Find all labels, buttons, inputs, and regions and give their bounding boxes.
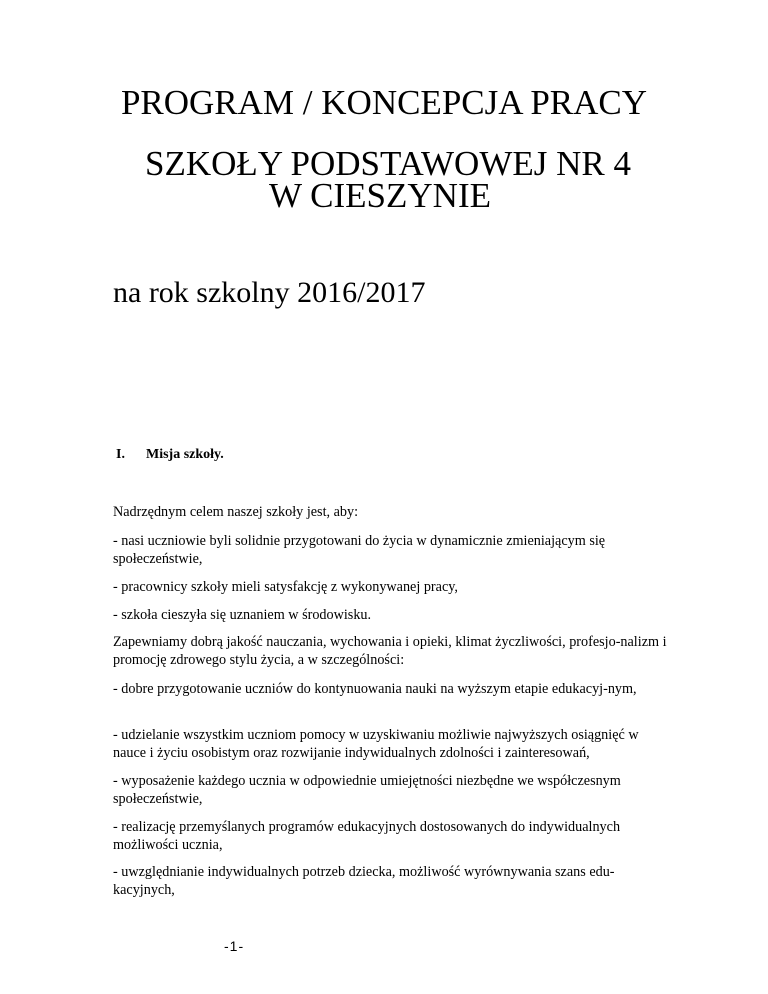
list-item-staff-satisfaction: - pracownicy szkoły mieli satysfakcję z wykonywanej pracy,	[113, 579, 458, 595]
list-item-education-preparation: - dobre przygotowanie uczniów do kontynuowania nauki na wyższym etapie edukacyj-nym,	[113, 681, 637, 697]
list-item-prepared-students: - nasi uczniowie byli solidnie przygotowani do życia w dynamicznie zmieniającym się społeczeństwie,	[113, 533, 606, 567]
section-number: I.	[116, 447, 125, 462]
page-number: -1-	[224, 938, 245, 954]
school-year-subtitle: na rok szkolny 2016/2017	[113, 276, 426, 309]
paragraph-intro: Nadrzędnym celem naszej szkoły jest, aby:	[113, 504, 359, 520]
list-item-programs: - realizację przemyślanych programów edukacyjnych dostosowanych do indywidualnych możliwości ucznia,	[113, 819, 621, 853]
section-label: Misja szkoły.	[146, 447, 224, 462]
list-item-individual-needs: - uwzględnianie indywidualnych potrzeb dziecka, możliwość wyrównywania szans edu-kacyjnych,	[113, 864, 615, 898]
title-line-2: SZKOŁY PODSTAWOWEJ NR 4	[144, 144, 631, 183]
paragraph-quality-commitment: Zapewniamy dobrą jakość nauczania, wychowania i opieki, klimat życzliwości, profesjo-nalizm i promocję zdrowego stylu życia, a w szczególności:	[113, 634, 667, 668]
list-item-student-support: - udzielanie wszystkim uczniom pomocy w uzyskiwaniu możliwie najwyższych osiągnięć w nauce i życiu osobistym oraz rozwijanie indywidualnych zdolności i zainteresowań,	[113, 727, 639, 761]
list-item-school-recognition: - szkoła cieszyła się uznaniem w środowisku.	[113, 607, 372, 623]
list-item-skills: - wyposażenie każdego ucznia w odpowiednie umiejętności niezbędne we współczesnym społeczeństwie,	[113, 773, 621, 807]
title-line-3: W CIESZYNIE	[269, 176, 491, 215]
title-line-1: PROGRAM / KONCEPCJA PRACY	[120, 83, 648, 122]
